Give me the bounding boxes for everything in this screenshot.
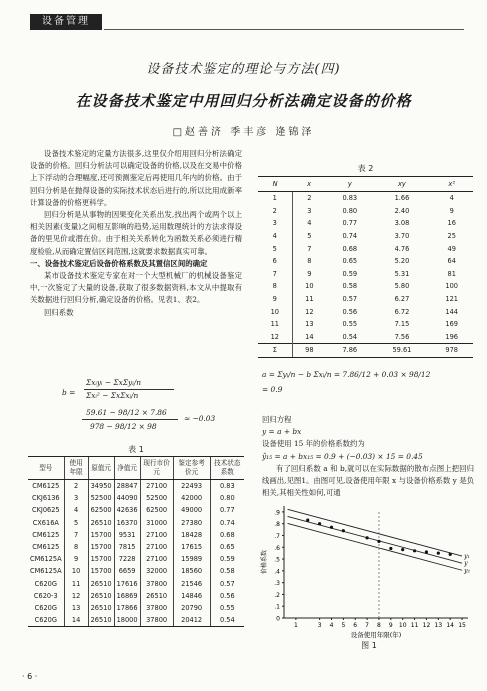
table1-cell: 27100 bbox=[140, 480, 173, 493]
data-point bbox=[377, 540, 380, 543]
table1-cell: CKJ6136 bbox=[31, 494, 60, 503]
table2-cell: 5.80 bbox=[394, 282, 410, 291]
table2-header-cell: xy bbox=[373, 177, 430, 192]
table2-cell: 4 bbox=[449, 194, 454, 203]
table2-cell: 13 bbox=[292, 318, 326, 331]
table1-cell: 9531 bbox=[114, 529, 140, 541]
table1-row bbox=[28, 529, 244, 541]
table2-cell: 4.76 bbox=[394, 244, 410, 253]
table2-cell: 121 bbox=[445, 295, 458, 304]
table2-cell: 5.31 bbox=[394, 269, 410, 278]
x-tick-label: 1 bbox=[293, 622, 298, 629]
table1-cell: 26510 bbox=[88, 517, 114, 529]
table1-cell: 15700 bbox=[88, 565, 114, 577]
x-tick-label: 13 bbox=[434, 622, 443, 629]
table2-cell: 25 bbox=[447, 232, 456, 241]
table2-row bbox=[258, 230, 473, 243]
table1-cell: 12 bbox=[64, 590, 88, 602]
x-tick-label: 5 bbox=[341, 622, 346, 629]
table1-cell: 14 bbox=[64, 614, 88, 627]
table1-cell: 10 bbox=[64, 565, 88, 577]
y-tick-label: .4 bbox=[274, 568, 280, 576]
table1-cell: 16370 bbox=[114, 517, 140, 529]
table1-header-cell: 型号 bbox=[28, 457, 64, 480]
regression-line bbox=[288, 516, 463, 563]
x-tick-label: 9 bbox=[388, 622, 393, 629]
table1-cell: 52500 bbox=[140, 492, 173, 504]
table2-cell: 10 bbox=[270, 307, 279, 316]
table2-cell: 6.27 bbox=[394, 295, 410, 304]
table1-cell: 3 bbox=[64, 492, 88, 504]
table1-cell: 26510 bbox=[88, 602, 114, 614]
table2-caption: 表 2 bbox=[357, 164, 374, 173]
line-label: y bbox=[464, 560, 468, 568]
table1-cell: 6659 bbox=[114, 565, 140, 577]
table1-row bbox=[28, 578, 244, 590]
y-tick-label: .9 bbox=[274, 509, 280, 517]
x-tick-label: 15 bbox=[458, 622, 466, 629]
table1-row bbox=[28, 517, 244, 529]
regression-label: 回归系数 bbox=[44, 307, 74, 317]
table1-cell: 34950 bbox=[88, 480, 114, 493]
line-label: y₂ bbox=[464, 567, 470, 575]
table1-cell: 62500 bbox=[140, 504, 173, 516]
table2-cell: 100 bbox=[445, 282, 458, 291]
table1-row bbox=[28, 504, 244, 516]
table2-cell: 9 bbox=[449, 206, 454, 215]
table1-cell: 17866 bbox=[114, 602, 140, 614]
table2-cell: 4 bbox=[292, 217, 326, 230]
table2-cell: 7.56 bbox=[394, 332, 410, 341]
formula-numerator: Σxᵢyᵢ − ΣxΣyᵢ/n bbox=[86, 378, 141, 387]
data-point bbox=[318, 522, 321, 525]
table1-row bbox=[28, 492, 244, 504]
table1-cell: 27380 bbox=[173, 517, 210, 529]
table1-cell: 18428 bbox=[173, 529, 210, 541]
table1-cell: 0.55 bbox=[210, 602, 244, 614]
formula-a-result: = 0.9 bbox=[262, 385, 283, 394]
table1-cell: 14846 bbox=[173, 590, 210, 602]
regression-equation: y = a + bx bbox=[262, 427, 302, 437]
table2-cell: 0.83 bbox=[342, 194, 358, 203]
table1-cell: C620-3 bbox=[33, 591, 58, 600]
table1-cell: 22493 bbox=[173, 480, 210, 493]
table1-cell: 13 bbox=[64, 602, 88, 614]
y-tick-label: .5 bbox=[274, 556, 280, 564]
table1-cell: 44090 bbox=[114, 492, 140, 504]
formula-a bbox=[262, 370, 472, 414]
table2-cell: 5.20 bbox=[394, 257, 410, 266]
table1-cell: 0.59 bbox=[210, 553, 244, 565]
y-tick-label: .3 bbox=[274, 580, 280, 588]
table1-cell: 62500 bbox=[88, 504, 114, 516]
table2-cell: 7 bbox=[272, 269, 277, 278]
table2-cell: 3.70 bbox=[394, 232, 410, 241]
authors: □赵善济 季丰彦 逄锦泽 bbox=[172, 127, 315, 138]
x-axis-label: 设备使用年限(年) bbox=[350, 631, 402, 639]
table2-header-cell: x² bbox=[430, 177, 473, 192]
table2-cell: 81 bbox=[447, 269, 456, 278]
table2-cell: 3.08 bbox=[394, 219, 410, 228]
table1-cell: 27100 bbox=[140, 541, 173, 553]
table2-cell: 0.65 bbox=[342, 257, 358, 266]
table1-cell: C620G bbox=[34, 579, 57, 588]
table2-cell: 2 bbox=[272, 206, 277, 215]
table2-header-cell: y bbox=[326, 177, 373, 192]
table1-cell: 16869 bbox=[114, 590, 140, 602]
table1-cell: 21546 bbox=[173, 578, 210, 590]
table2-row bbox=[258, 331, 473, 344]
left-column bbox=[30, 148, 242, 319]
table2-cell: 10 bbox=[292, 280, 326, 293]
table1-cell: 11 bbox=[64, 578, 88, 590]
table2-cell: 196 bbox=[445, 332, 458, 341]
formula-lhs: b = bbox=[62, 388, 76, 397]
article-title: 在设备技术鉴定中用回归分析法确定设备的价格 bbox=[75, 92, 412, 110]
table1-cell: 0.57 bbox=[210, 578, 244, 590]
table2-cell: 2 bbox=[292, 192, 326, 205]
table2-cell: 0.54 bbox=[342, 332, 358, 341]
table2-cell: 6.72 bbox=[394, 307, 410, 316]
figure1-caption: 图 1 bbox=[361, 641, 377, 650]
table1-cell: 18000 bbox=[114, 614, 140, 627]
header-rule bbox=[104, 29, 464, 30]
table1-cell: 49000 bbox=[173, 504, 210, 516]
table1-cell: 31000 bbox=[140, 517, 173, 529]
table2-cell: 2.40 bbox=[394, 206, 410, 215]
table1-row bbox=[28, 565, 244, 577]
table2-cell: 0.58 bbox=[342, 282, 358, 291]
table1-cell: 26510 bbox=[140, 590, 173, 602]
y-axis-label: 价格系数 bbox=[261, 549, 268, 575]
paragraph: 某市设备技术鉴定专家在对一个大型机械厂的机械设备鉴定中,一次鉴定了大量的设备,获取了很多数据资料,本文从中提取有关数据进行回归分析,确定设备的价格。见表1、表2。 bbox=[30, 271, 242, 305]
table1-cell: 27100 bbox=[140, 553, 173, 565]
table1-header-cell: 技术状态系数 bbox=[210, 457, 244, 480]
data-point bbox=[330, 526, 333, 529]
y-tick-label: .7 bbox=[274, 532, 280, 540]
table1-cell: 15700 bbox=[88, 553, 114, 565]
table2-cell: 0.80 bbox=[342, 206, 358, 215]
table1-cell: CM6125 bbox=[32, 543, 60, 552]
table1-cell: 0.80 bbox=[210, 492, 244, 504]
table1-cell: 9 bbox=[64, 553, 88, 565]
y-tick-label: .6 bbox=[274, 544, 280, 552]
table2-cell: 978 bbox=[430, 344, 473, 358]
table1-cell: 5 bbox=[64, 517, 88, 529]
table1-cell: CM6125A bbox=[30, 567, 62, 576]
formula-numerator-values: 59.61 − 98/12 × 7.86 bbox=[86, 408, 167, 417]
regression-line bbox=[288, 523, 463, 570]
table2-cell: 12 bbox=[292, 305, 326, 318]
paragraph: 有了回归系数 a 和 b,就可以在实际数据的散布点图上把回归线画出,见图1。由图可见,设备使用年限 x 与设备价格系数 y 是负相关,其相关性如何,可通 bbox=[262, 463, 474, 498]
table2-cell: 6 bbox=[272, 257, 277, 266]
table2-cell: 169 bbox=[445, 320, 458, 329]
prediction-label: 设备使用 15 年的价格系数约为 bbox=[262, 439, 365, 449]
x-tick-label: 10 bbox=[398, 622, 407, 629]
table1-cell: 15989 bbox=[173, 553, 210, 565]
formula-denominator: Σxᵢ² − ΣxΣxᵢ/n bbox=[86, 391, 139, 400]
x-tick-label: 8 bbox=[377, 622, 381, 629]
table1-cell: 0.74 bbox=[210, 517, 244, 529]
data-point bbox=[437, 552, 440, 555]
table1-cell: CM6125 bbox=[32, 530, 60, 539]
table1-cell: 2 bbox=[64, 480, 88, 493]
table1-cell: 15700 bbox=[88, 529, 114, 541]
table1-cell: 0.68 bbox=[210, 529, 244, 541]
table2-row bbox=[258, 242, 473, 255]
x-tick-label: 7 bbox=[365, 622, 370, 629]
table1-cell: 27100 bbox=[140, 529, 173, 541]
paragraph: 回归分析是从事物的因果变化关系出发,找出两个或两个以上相关因素(变量)之间相互影响的趋势,运用数理统计的方法求得设备的里见价或潜在价。由于相关关系转化为函数关系必须进行精度检验,从而确定置信区间范围,这就要求数据真实可靠。 bbox=[30, 210, 242, 256]
table1-cell: 20412 bbox=[173, 614, 210, 627]
table2-row bbox=[258, 318, 473, 331]
table2-cell: 98 bbox=[292, 344, 326, 358]
table1-cell: 0.77 bbox=[210, 504, 244, 516]
table1-cell: CM6125A bbox=[30, 555, 62, 564]
table2-cell: 0.57 bbox=[342, 295, 358, 304]
x-tick-label: 11 bbox=[410, 622, 419, 629]
y-tick-label: .8 bbox=[274, 521, 280, 529]
x-tick-label: 3 bbox=[317, 622, 322, 629]
table2-sum-row bbox=[258, 344, 473, 358]
prediction-formula: ŷ₁₅ = a + bx₁₅ = 0.9 + (−0.03) × 15 = 0.45 bbox=[262, 451, 423, 461]
paragraph: 设备技术鉴定的定量方法很多,这里仅介绍用回归分析法确定设备的价格。回归分析法可以确定设备的价格,以及在交易中价格上下浮动的合理幅度,还可预测鉴定后再使用几年内的价格。由于回归分析是在抛得设备的实际技术状态后进行的,所以比用成新率计算设备的价格更科学。 bbox=[30, 149, 242, 207]
table1-cell: 4 bbox=[64, 504, 88, 516]
table1-header-cell: 现行市价元 bbox=[140, 457, 173, 480]
table2-cell: 64 bbox=[447, 257, 456, 266]
table1-row bbox=[28, 553, 244, 565]
x-tick-label: 12 bbox=[422, 622, 431, 629]
series-title: 设备技术鉴定的理论与方法(四) bbox=[146, 62, 341, 77]
table2-cell: 1 bbox=[272, 194, 277, 203]
table1-cell: 26510 bbox=[88, 578, 114, 590]
table1-row bbox=[28, 480, 244, 493]
fraction-bar bbox=[84, 389, 174, 390]
table1-cell: 26510 bbox=[88, 614, 114, 627]
table1-cell: CM6125 bbox=[32, 482, 60, 491]
formula-result: ≈ −0.03 bbox=[184, 414, 216, 423]
table1-cell: 0.58 bbox=[210, 565, 244, 577]
table2-cell: 0.59 bbox=[342, 269, 358, 278]
table2-row bbox=[258, 268, 473, 281]
table1-header-cell: 鉴定参考价元 bbox=[173, 457, 210, 480]
table2-cell: 8 bbox=[292, 255, 326, 268]
table1-cell: 52500 bbox=[88, 492, 114, 504]
table2-cell: 4 bbox=[272, 232, 277, 241]
data-point bbox=[306, 519, 309, 522]
table2-cell: 0.56 bbox=[342, 307, 358, 316]
table2-cell: 3 bbox=[272, 219, 277, 228]
table1-header-cell: 使用年限 bbox=[64, 457, 88, 480]
table1-cell: 0.56 bbox=[210, 590, 244, 602]
table2-row bbox=[258, 293, 473, 306]
table2-cell: 11 bbox=[270, 320, 279, 329]
table1-cell: 37800 bbox=[140, 578, 173, 590]
fraction-bar bbox=[82, 419, 178, 420]
table1-cell: 8 bbox=[64, 541, 88, 553]
table1-cell: 26510 bbox=[88, 590, 114, 602]
data-point bbox=[449, 553, 452, 556]
table2-header-cell: N bbox=[258, 177, 292, 192]
table2-cell: 11 bbox=[292, 293, 326, 306]
table1-cell: 7 bbox=[64, 529, 88, 541]
table2-row bbox=[258, 255, 473, 268]
table1-header-cell: 净值元 bbox=[114, 457, 140, 480]
table1-cell: 42636 bbox=[114, 504, 140, 516]
right-text bbox=[262, 414, 474, 499]
table1-cell: 0.65 bbox=[210, 541, 244, 553]
table1-cell: 37800 bbox=[140, 602, 173, 614]
data-point bbox=[342, 529, 345, 532]
table2-cell: 16 bbox=[447, 219, 456, 228]
data-point bbox=[365, 536, 368, 539]
table2-cell: 7 bbox=[292, 242, 326, 255]
table2-cell: 0.74 bbox=[342, 232, 358, 241]
table1-cell: 28847 bbox=[114, 480, 140, 493]
data-point bbox=[425, 550, 428, 553]
table2-cell: 1.66 bbox=[394, 194, 410, 203]
table2-cell: 0.55 bbox=[342, 320, 358, 329]
table2-cell: 12 bbox=[270, 332, 279, 341]
page-number: · 6 · bbox=[22, 672, 38, 681]
table2-cell: 8 bbox=[272, 282, 277, 291]
formula-a-expression: a = Σyᵢ/n − b Σxᵢ/n = 7.86/12 + 0.03 × 98/12 bbox=[262, 370, 431, 379]
table2-cell: 0.68 bbox=[342, 244, 358, 253]
table1-cell: 17615 bbox=[173, 541, 210, 553]
table2-cell: 14 bbox=[292, 331, 326, 344]
table1-cell: C620G bbox=[34, 603, 57, 612]
table2-cell: 144 bbox=[445, 307, 458, 316]
table1-header-cell: 原值元 bbox=[88, 457, 114, 480]
table2-header-cell: x bbox=[292, 177, 326, 192]
y-tick-label: .2 bbox=[274, 591, 280, 599]
table2-cell: 0.77 bbox=[342, 219, 358, 228]
table2-cell: 59.61 bbox=[373, 344, 430, 358]
table1-row bbox=[28, 590, 244, 602]
section-tag: 设备管理 bbox=[30, 14, 102, 30]
figure1-chart bbox=[258, 500, 480, 640]
table2-cell: 9 bbox=[272, 295, 277, 304]
table2-row bbox=[258, 192, 473, 205]
table1-cell: 15700 bbox=[88, 541, 114, 553]
table1-caption: 表 1 bbox=[128, 445, 144, 454]
table2-row bbox=[258, 205, 473, 218]
table2-row bbox=[258, 305, 473, 318]
table1-row bbox=[28, 614, 244, 627]
section-heading: 一、设备技术鉴定后设备价格系数及其置信区间的确定 bbox=[30, 258, 208, 268]
table2-cell: 3 bbox=[292, 205, 326, 218]
y-tick-label: 0 bbox=[276, 615, 280, 623]
line-label: y₁ bbox=[464, 553, 470, 561]
table2-cell: 5 bbox=[292, 230, 326, 243]
table1-cell: 7228 bbox=[114, 553, 140, 565]
table1-cell: 42000 bbox=[173, 492, 210, 504]
table1-cell: 0.83 bbox=[210, 480, 244, 493]
table1-cell: CKJ0625 bbox=[31, 506, 60, 515]
table1-row bbox=[28, 541, 244, 553]
x-tick-label: 6 bbox=[353, 622, 358, 629]
table1-cell: 7815 bbox=[114, 541, 140, 553]
table2-cell: Σ bbox=[258, 344, 292, 358]
table2-cell: 7.15 bbox=[394, 320, 410, 329]
table1-cell: CX616A bbox=[32, 518, 59, 527]
table1-cell: 17616 bbox=[114, 578, 140, 590]
table1 bbox=[28, 456, 244, 627]
table1-cell: C620G bbox=[28, 614, 64, 627]
data-point bbox=[413, 549, 416, 552]
table2 bbox=[258, 176, 473, 358]
table2-cell: 7.86 bbox=[326, 344, 373, 358]
data-point bbox=[401, 548, 404, 551]
table1-cell: 0.54 bbox=[210, 614, 244, 627]
table2-cell: 49 bbox=[447, 244, 456, 253]
data-point bbox=[389, 547, 392, 550]
table2-cell: 9 bbox=[292, 268, 326, 281]
table1-row bbox=[28, 602, 244, 614]
table1-cell: 32000 bbox=[140, 565, 173, 577]
table2-row bbox=[258, 280, 473, 293]
table1-cell: 20790 bbox=[173, 602, 210, 614]
formula-b bbox=[62, 378, 242, 438]
table2-cell: 5 bbox=[272, 244, 277, 253]
equation-label: 回归方程 bbox=[262, 415, 292, 424]
regression-line bbox=[288, 509, 463, 556]
table1-cell: 18560 bbox=[173, 565, 210, 577]
table1-cell: 37800 bbox=[140, 614, 173, 627]
formula-denominator-values: 978 − 98/12 × 98 bbox=[90, 422, 157, 431]
x-tick-label: 14 bbox=[446, 622, 455, 629]
table2-row bbox=[258, 217, 473, 230]
x-tick-label: 4 bbox=[329, 622, 334, 629]
y-tick-label: .1 bbox=[274, 603, 280, 611]
